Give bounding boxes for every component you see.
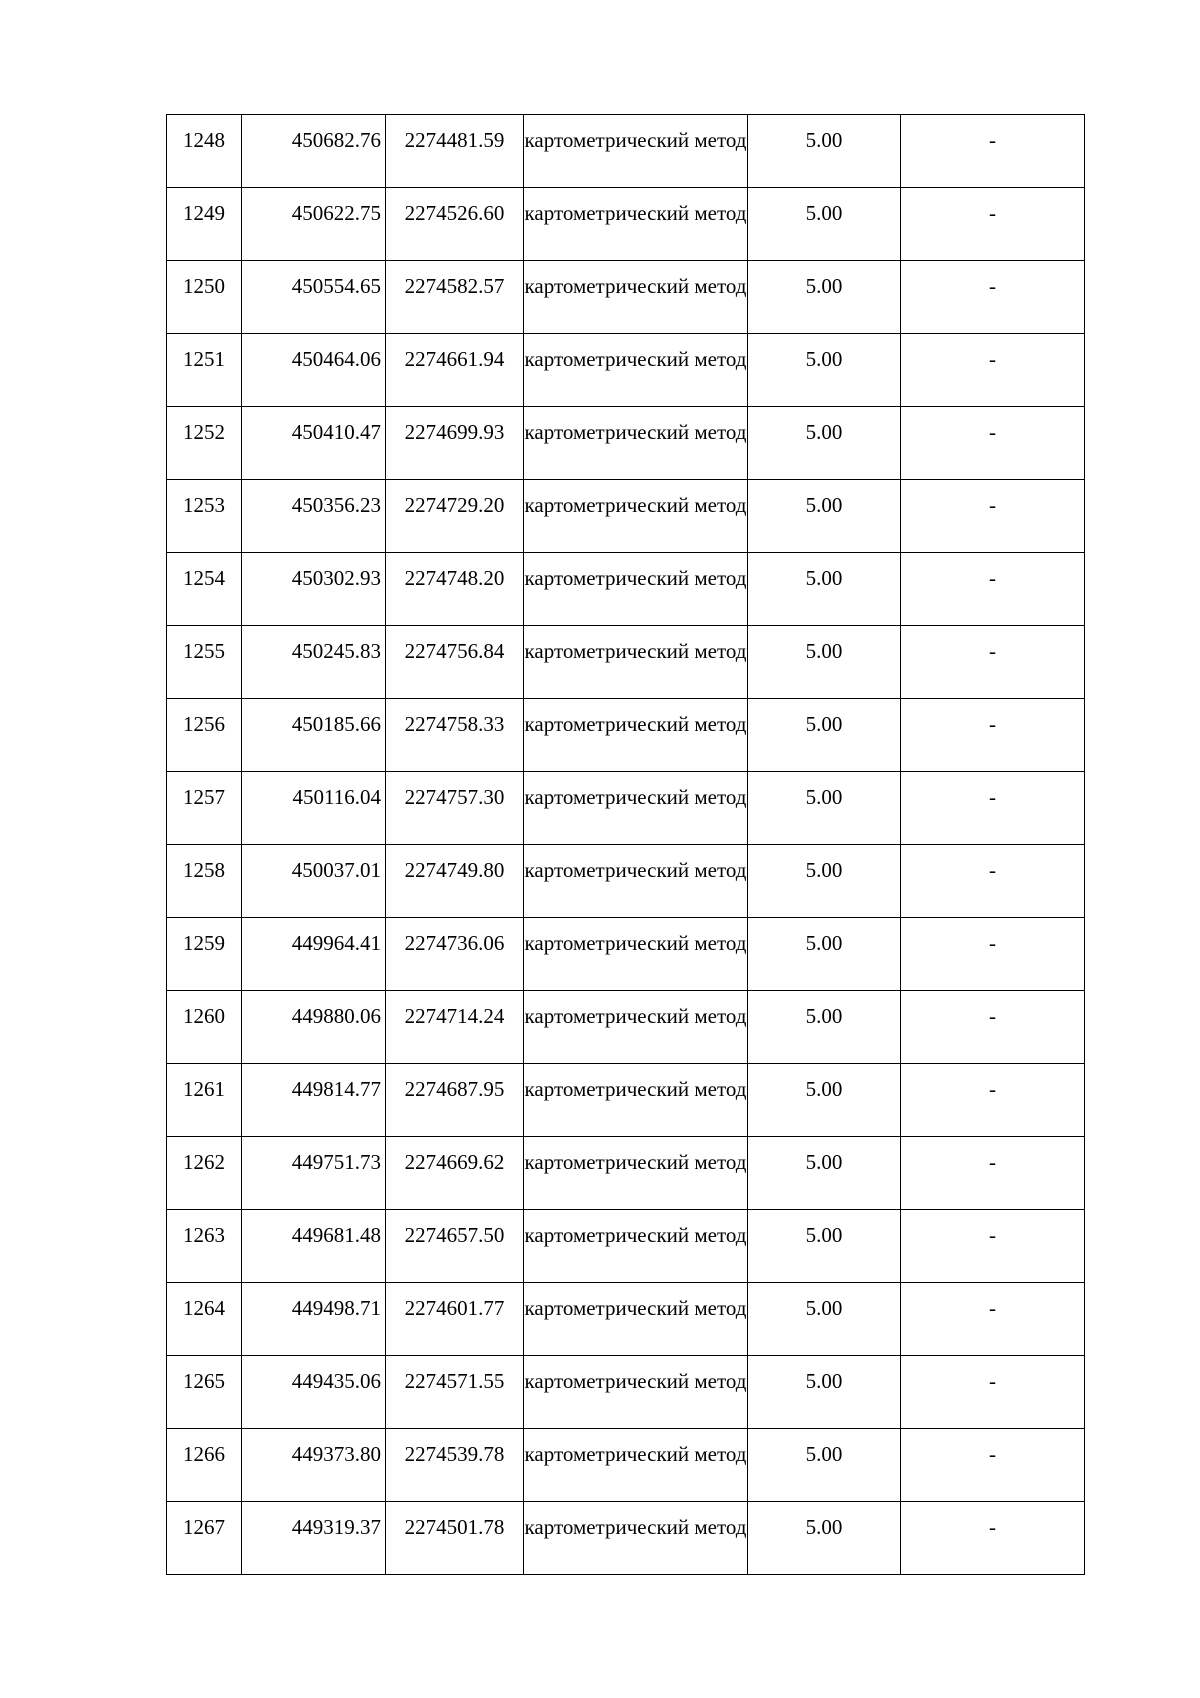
- description-cell: -: [901, 918, 1085, 991]
- table-row: [167, 1137, 1085, 1210]
- x-coordinate-cell: 449373.80: [242, 1429, 386, 1502]
- y-coordinate-cell: 2274687.95: [386, 1064, 524, 1137]
- table-row: [167, 1356, 1085, 1429]
- point-number-cell: 1252: [167, 407, 242, 480]
- y-coordinate-cell: 2274729.20: [386, 480, 524, 553]
- accuracy-cell: 5.00: [748, 480, 901, 553]
- description-cell: -: [901, 261, 1085, 334]
- x-coordinate-cell: 450464.06: [242, 334, 386, 407]
- x-coordinate-cell: 450410.47: [242, 407, 386, 480]
- accuracy-cell: 5.00: [748, 553, 901, 626]
- table-row: [167, 334, 1085, 407]
- description-cell: -: [901, 772, 1085, 845]
- x-coordinate-cell: 449880.06: [242, 991, 386, 1064]
- x-coordinate-cell: 450356.23: [242, 480, 386, 553]
- method-cell: картометрический метод: [524, 1064, 748, 1137]
- method-cell: картометрический метод: [524, 1356, 748, 1429]
- table-row: [167, 1064, 1085, 1137]
- y-coordinate-cell: 2274756.84: [386, 626, 524, 699]
- accuracy-cell: 5.00: [748, 115, 901, 188]
- accuracy-cell: 5.00: [748, 918, 901, 991]
- y-coordinate-cell: 2274501.78: [386, 1502, 524, 1575]
- table-row: [167, 1283, 1085, 1356]
- table-row: [167, 626, 1085, 699]
- y-coordinate-cell: 2274571.55: [386, 1356, 524, 1429]
- method-cell: картометрический метод: [524, 480, 748, 553]
- point-number-cell: 1258: [167, 845, 242, 918]
- x-coordinate-cell: 449681.48: [242, 1210, 386, 1283]
- description-cell: -: [901, 115, 1085, 188]
- method-cell: картометрический метод: [524, 553, 748, 626]
- y-coordinate-cell: 2274582.57: [386, 261, 524, 334]
- method-cell: картометрический метод: [524, 626, 748, 699]
- method-cell: картометрический метод: [524, 334, 748, 407]
- x-coordinate-cell: 449319.37: [242, 1502, 386, 1575]
- method-cell: картометрический метод: [524, 1210, 748, 1283]
- y-coordinate-cell: 2274736.06: [386, 918, 524, 991]
- description-cell: -: [901, 699, 1085, 772]
- method-cell: картометрический метод: [524, 699, 748, 772]
- x-coordinate-cell: 449435.06: [242, 1356, 386, 1429]
- point-number-cell: 1254: [167, 553, 242, 626]
- y-coordinate-cell: 2274539.78: [386, 1429, 524, 1502]
- point-number-cell: 1260: [167, 991, 242, 1064]
- table-row: [167, 407, 1085, 480]
- table-row: [167, 1210, 1085, 1283]
- description-cell: -: [901, 1283, 1085, 1356]
- x-coordinate-cell: 449498.71: [242, 1283, 386, 1356]
- point-number-cell: 1261: [167, 1064, 242, 1137]
- y-coordinate-cell: 2274669.62: [386, 1137, 524, 1210]
- table-row: [167, 261, 1085, 334]
- x-coordinate-cell: 450622.75: [242, 188, 386, 261]
- method-cell: картометрический метод: [524, 1502, 748, 1575]
- y-coordinate-cell: 2274657.50: [386, 1210, 524, 1283]
- table-row: [167, 772, 1085, 845]
- method-cell: картометрический метод: [524, 772, 748, 845]
- table-row: [167, 553, 1085, 626]
- method-cell: картометрический метод: [524, 1137, 748, 1210]
- point-number-cell: 1248: [167, 115, 242, 188]
- table-row: [167, 188, 1085, 261]
- point-number-cell: 1265: [167, 1356, 242, 1429]
- description-cell: -: [901, 626, 1085, 699]
- point-number-cell: 1259: [167, 918, 242, 991]
- y-coordinate-cell: 2274758.33: [386, 699, 524, 772]
- y-coordinate-cell: 2274714.24: [386, 991, 524, 1064]
- accuracy-cell: 5.00: [748, 1283, 901, 1356]
- description-cell: -: [901, 1502, 1085, 1575]
- accuracy-cell: 5.00: [748, 1210, 901, 1283]
- y-coordinate-cell: 2274481.59: [386, 115, 524, 188]
- point-number-cell: 1255: [167, 626, 242, 699]
- accuracy-cell: 5.00: [748, 772, 901, 845]
- description-cell: -: [901, 553, 1085, 626]
- point-number-cell: 1267: [167, 1502, 242, 1575]
- x-coordinate-cell: 450302.93: [242, 553, 386, 626]
- accuracy-cell: 5.00: [748, 1429, 901, 1502]
- description-cell: -: [901, 1137, 1085, 1210]
- accuracy-cell: 5.00: [748, 188, 901, 261]
- method-cell: картометрический метод: [524, 115, 748, 188]
- accuracy-cell: 5.00: [748, 845, 901, 918]
- coordinates-table-body: [167, 115, 1085, 1575]
- x-coordinate-cell: 450116.04: [242, 772, 386, 845]
- method-cell: картометрический метод: [524, 991, 748, 1064]
- accuracy-cell: 5.00: [748, 1502, 901, 1575]
- y-coordinate-cell: 2274526.60: [386, 188, 524, 261]
- coordinates-table: [166, 114, 1085, 1575]
- point-number-cell: 1256: [167, 699, 242, 772]
- method-cell: картометрический метод: [524, 845, 748, 918]
- table-row: [167, 1502, 1085, 1575]
- method-cell: картометрический метод: [524, 407, 748, 480]
- point-number-cell: 1253: [167, 480, 242, 553]
- x-coordinate-cell: 449814.77: [242, 1064, 386, 1137]
- point-number-cell: 1251: [167, 334, 242, 407]
- accuracy-cell: 5.00: [748, 1064, 901, 1137]
- x-coordinate-cell: 450682.76: [242, 115, 386, 188]
- description-cell: -: [901, 334, 1085, 407]
- method-cell: картометрический метод: [524, 188, 748, 261]
- table-row: [167, 115, 1085, 188]
- point-number-cell: 1262: [167, 1137, 242, 1210]
- table-row: [167, 845, 1085, 918]
- y-coordinate-cell: 2274757.30: [386, 772, 524, 845]
- description-cell: -: [901, 991, 1085, 1064]
- x-coordinate-cell: 450037.01: [242, 845, 386, 918]
- table-row: [167, 918, 1085, 991]
- x-coordinate-cell: 450245.83: [242, 626, 386, 699]
- point-number-cell: 1250: [167, 261, 242, 334]
- y-coordinate-cell: 2274748.20: [386, 553, 524, 626]
- table-row: [167, 480, 1085, 553]
- method-cell: картометрический метод: [524, 918, 748, 991]
- method-cell: картометрический метод: [524, 1429, 748, 1502]
- x-coordinate-cell: 450185.66: [242, 699, 386, 772]
- accuracy-cell: 5.00: [748, 991, 901, 1064]
- point-number-cell: 1264: [167, 1283, 242, 1356]
- accuracy-cell: 5.00: [748, 261, 901, 334]
- description-cell: -: [901, 1429, 1085, 1502]
- accuracy-cell: 5.00: [748, 1356, 901, 1429]
- point-number-cell: 1266: [167, 1429, 242, 1502]
- point-number-cell: 1257: [167, 772, 242, 845]
- description-cell: -: [901, 1356, 1085, 1429]
- description-cell: -: [901, 407, 1085, 480]
- description-cell: -: [901, 1064, 1085, 1137]
- method-cell: картометрический метод: [524, 1283, 748, 1356]
- accuracy-cell: 5.00: [748, 1137, 901, 1210]
- x-coordinate-cell: 450554.65: [242, 261, 386, 334]
- description-cell: -: [901, 845, 1085, 918]
- x-coordinate-cell: 449751.73: [242, 1137, 386, 1210]
- description-cell: -: [901, 188, 1085, 261]
- y-coordinate-cell: 2274699.93: [386, 407, 524, 480]
- accuracy-cell: 5.00: [748, 334, 901, 407]
- accuracy-cell: 5.00: [748, 626, 901, 699]
- accuracy-cell: 5.00: [748, 407, 901, 480]
- table-row: [167, 699, 1085, 772]
- description-cell: -: [901, 480, 1085, 553]
- point-number-cell: 1263: [167, 1210, 242, 1283]
- table-row: [167, 991, 1085, 1064]
- accuracy-cell: 5.00: [748, 699, 901, 772]
- method-cell: картометрический метод: [524, 261, 748, 334]
- y-coordinate-cell: 2274749.80: [386, 845, 524, 918]
- description-cell: -: [901, 1210, 1085, 1283]
- y-coordinate-cell: 2274601.77: [386, 1283, 524, 1356]
- y-coordinate-cell: 2274661.94: [386, 334, 524, 407]
- x-coordinate-cell: 449964.41: [242, 918, 386, 991]
- point-number-cell: 1249: [167, 188, 242, 261]
- table-row: [167, 1429, 1085, 1502]
